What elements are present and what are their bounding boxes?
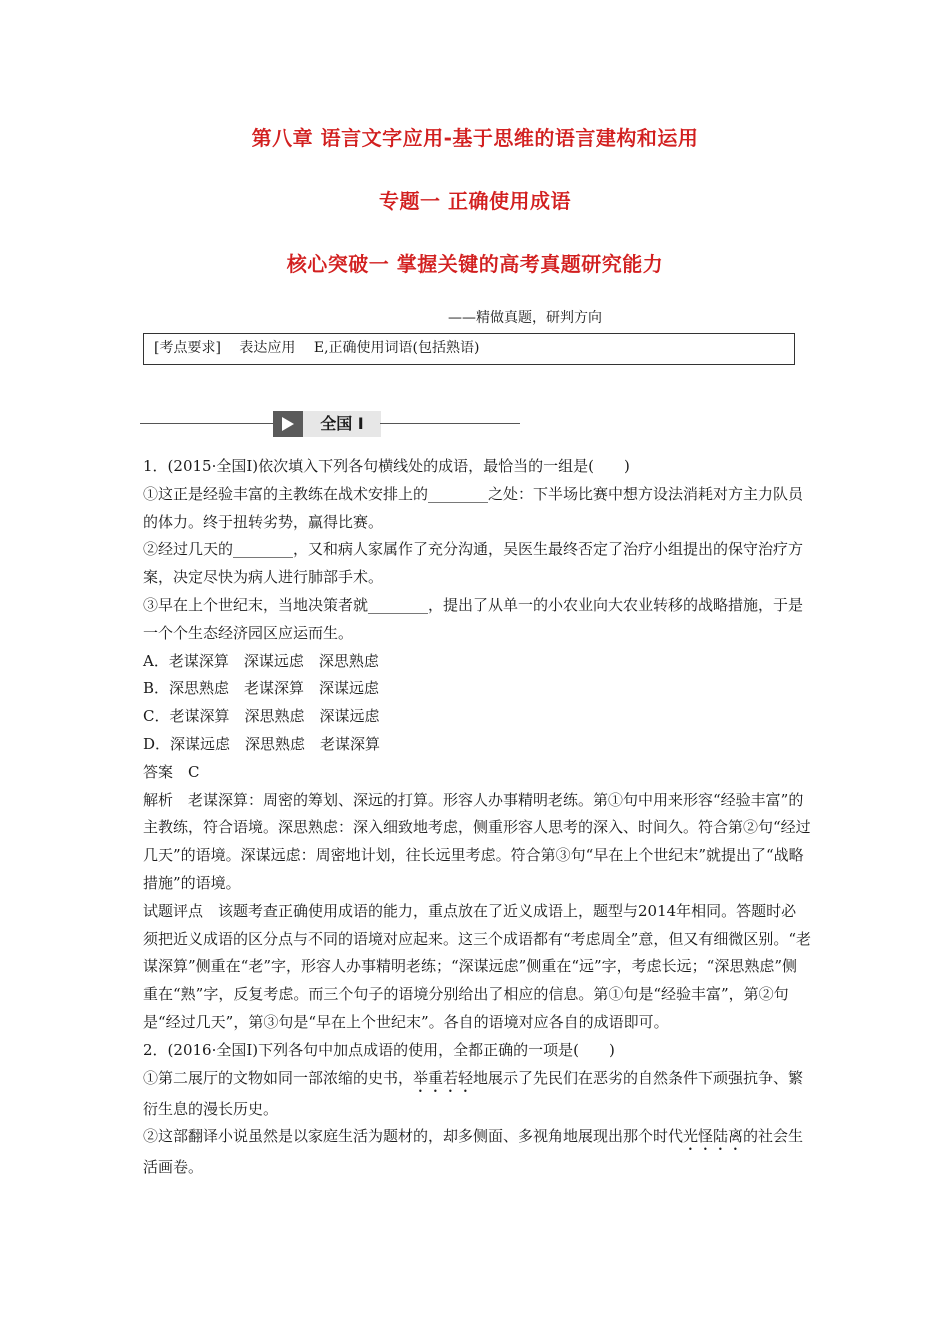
q1-sentence-1: ①这正是经验丰富的主教练在战术安排上的________之处：下半场比赛中想方设法消耗对方主力队员的体力。终于扭转劣势，赢得比赛。 bbox=[143, 484, 804, 531]
divider-left bbox=[140, 423, 273, 424]
question-content bbox=[143, 453, 811, 1182]
requirement-label: [考点要求] bbox=[154, 340, 221, 356]
q1-sentence-3: ③早在上个世纪末，当地决策者就________，提出了从单一的小农业向大农业转移的战略措施，于是一个个生态经济园区应运而生。 bbox=[143, 595, 804, 642]
q1-review: 试题评点 该题考查正确使用成语的能力，重点放在了近义成语上，题型与2014年相同。答题时必须把近义成语的区分点与不同的语境对应起来。这三个成语都有“考虑周全”意，但又有细微区别。“老谋深算”侧重在“老”字，形容人办事精明老练；“深谋远虑”侧重在“远”字，考虑长远；“深思熟虑”侧重在“熟”字，反复考虑。而三个句子的语境分别给出了相应的信息。第①句是“经验丰富”，第②句是“经过几天”，第③句是“早在上个世纪末”。各自的语境对应各自的成语即可。 bbox=[143, 901, 812, 1031]
q2-s1-idiom: 举重若轻 bbox=[413, 1068, 474, 1087]
q1-analysis: 解析 老谋深算：周密的筹划、深远的打算。形容人办事精明老练。第①句中用来形容“经验丰富”的主教练，符合语境。深思熟虑：深入细致地考虑，侧重形容人思考的深入、时间久。符合第②句“经过几天”的语境。深谋远虑：周密地计划，往长远里考虑。符合第③句“早在上个世纪末”就提出了“战略措施”的语境。 bbox=[143, 790, 811, 892]
play-arrow-icon bbox=[273, 411, 303, 437]
requirement-type: 表达应用 bbox=[239, 340, 296, 356]
requirement-box bbox=[143, 333, 795, 365]
q2-s2-pre: ②这部翻译小说虽然是以家庭生活为题材的，却多侧面、多视角地展现出那个时代 bbox=[143, 1127, 684, 1146]
subtitle: ——精做真题，研判方向 bbox=[448, 310, 602, 326]
divider-right bbox=[380, 423, 520, 424]
topic-title: 专题一 正确使用成语 bbox=[379, 189, 571, 213]
q1-answer: 答案 C bbox=[143, 762, 200, 781]
q2-sentence-1 bbox=[143, 1065, 811, 1124]
q1-stem: 1．(2015·全国Ⅰ)依次填入下列各句横线处的成语，最恰当的一组是( ) bbox=[143, 457, 630, 475]
q1-option-d: D．深谋远虑 深思熟虑 老谋深算 bbox=[143, 734, 381, 753]
section-label: 全国 I bbox=[303, 411, 381, 437]
section-header bbox=[140, 411, 520, 437]
q1-option-b: B．深思熟虑 老谋深算 深谋远虑 bbox=[143, 679, 380, 698]
q1-option-c: C．老谋深算 深思熟虑 深谋远虑 bbox=[143, 707, 380, 726]
core-title: 核心突破一 掌握关键的高考真题研究能力 bbox=[286, 252, 664, 276]
chapter-title: 第八章 语言文字应用-基于思维的语言建构和运用 bbox=[251, 126, 699, 150]
q2-s1-pre: ①第二展厅的文物如同一部浓缩的史书， bbox=[143, 1068, 414, 1087]
q2-sentence-2 bbox=[143, 1123, 811, 1182]
q2-s2-post: 的社会生活画卷。 bbox=[143, 1127, 804, 1177]
q2-stem: 2．(2016·全国Ⅰ)下列各句中加点成语的使用，全都正确的一项是( ) bbox=[143, 1040, 615, 1059]
requirement-content: E,正确使用词语(包括熟语) bbox=[313, 340, 480, 356]
q2-s2-idiom: 光怪陆离 bbox=[683, 1127, 744, 1146]
q1-sentence-2: ②经过几天的________，又和病人家属作了充分沟通，吴医生最终否定了治疗小组提出的保守治疗方案，决定尽快为病人进行肺部手术。 bbox=[143, 540, 804, 587]
q2-s1-post: 地展示了先民们在恶劣的自然条件下顽强抗争、繁衍生息的漫长历史。 bbox=[143, 1068, 804, 1118]
q1-option-a: A．老谋深算 深谋远虑 深思熟虑 bbox=[143, 651, 379, 670]
